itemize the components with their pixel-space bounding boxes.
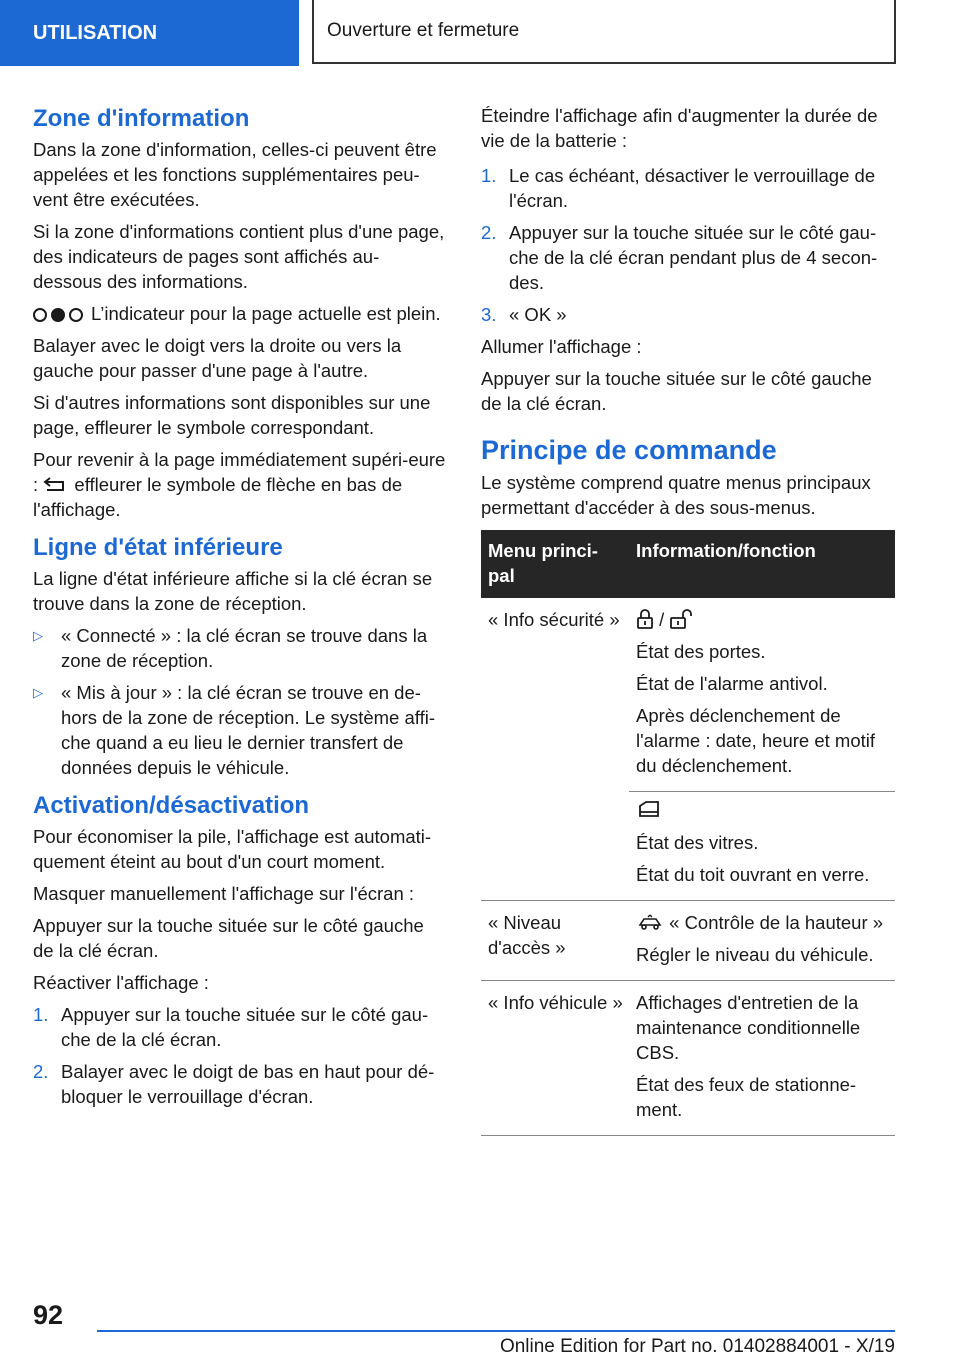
table-cell: « Info véhicule » — [481, 981, 629, 1136]
paragraph: Le système comprend quatre menus principaux permettant d'accéder à des sous-menus. — [481, 472, 871, 518]
paragraph: Si la zone d'informations contient plus d'une page, des indicateurs de pages sont affichés au-dessous des informations. — [33, 221, 445, 292]
lock-closed-icon — [636, 609, 654, 629]
page-number: 92 — [33, 1300, 64, 1330]
table-cell: « Info sécurité » — [488, 609, 620, 630]
table-row — [481, 981, 895, 1136]
paragraph: Dans la zone d'information, celles-ci peuvent être appelées et les fonctions supplémentaires peu-vent être exécutées. — [33, 139, 437, 210]
table-row — [481, 792, 895, 901]
footer-divider — [97, 1330, 895, 1332]
section-tab: UTILISATION — [0, 0, 299, 66]
table-cell: « Niveau d'accès » — [481, 901, 629, 981]
left-column — [33, 95, 448, 1116]
window-icon — [636, 800, 662, 820]
list-item: 1. Appuyer sur la touche située sur le côté gau-che de la clé écran. — [33, 1004, 429, 1050]
heading-principe: Principe de commande — [481, 435, 777, 465]
list-item: ▷ « Mis à jour » : la clé écran se trouve en de-hors de la zone de réception. Le système affi-che quand a eu lieu le dernier transfert de données depuis le véhicule. — [33, 682, 435, 778]
table-cell: / État des portes. État de l'alarme antivol. Après déclenchement de l'alarme : date, heure et motif du déclenchement. — [629, 598, 895, 792]
paragraph: Appuyer sur la touche située sur le côté gauche de la clé écran. — [481, 368, 872, 414]
paragraph: Éteindre l'affichage afin d'augmenter la durée de vie de la batterie : — [481, 105, 878, 151]
paragraph: Si d'autres informations sont disponibles sur une page, effleurer le symbole correspondant. — [33, 392, 431, 438]
heading-zone-information: Zone d'information — [33, 105, 250, 132]
paragraph: Pour économiser la pile, l'affichage est automati-quement éteint au bout d'un court moment. — [33, 826, 432, 872]
paragraph: Allumer l'affichage : — [481, 336, 642, 357]
edition-note: Online Edition for Part no. 01402884001 - X/19 — [499, 1336, 895, 1357]
table-cell: État des vitres. État du toit ouvrant en verre. — [629, 792, 895, 901]
table-row — [481, 901, 895, 981]
table-cell: Affichages d'entretien de la maintenance conditionnelle CBS. État des feux de stationne-ment. — [629, 981, 895, 1136]
table-header-cell: Menu princi-pal — [481, 530, 629, 598]
triangle-bullet-icon: ▷ — [33, 628, 43, 643]
list-item: 1. Le cas échéant, désactiver le verrouillage de l'écran. — [481, 165, 876, 211]
list-item: ▷ « Connecté » : la clé écran se trouve dans la zone de réception. — [33, 625, 428, 671]
paragraph: L’indicateur pour la page actuelle est plein. — [33, 301, 448, 326]
table-cell: « Contrôle de la hauteur » Régler le niveau du véhicule. — [629, 901, 895, 981]
numbered-list — [481, 163, 895, 327]
page-header — [0, 0, 960, 66]
list-item: 3. « OK » — [481, 304, 567, 325]
paragraph: Masquer manuellement l'affichage sur l'écran : — [33, 883, 415, 904]
list-item: 2. Balayer avec le doigt de bas en haut pour dé-bloquer le verrouillage d'écran. — [33, 1061, 435, 1107]
paragraph: Balayer avec le doigt vers la droite ou vers la gauche pour passer d'une page à l'autre. — [33, 335, 402, 381]
table-header-row — [481, 530, 895, 598]
paragraph: La ligne d'état inférieure affiche si la clé écran se trouve dans la zone de réception. — [33, 568, 433, 614]
lock-open-icon — [669, 609, 695, 629]
heading-activation: Activation/désactivation — [33, 792, 310, 819]
chapter-title: Ouverture et fermeture — [312, 0, 896, 64]
heading-ligne-etat: Ligne d'état inférieure — [33, 534, 283, 561]
paragraph: Pour revenir à la page immédiatement supéri-eure : effleurer le symbole de flèche en bas de l'affichage. — [33, 449, 446, 520]
right-column — [481, 95, 895, 1136]
back-arrow-icon — [43, 476, 69, 494]
numbered-list — [33, 1002, 448, 1109]
paragraph: Réactiver l'affichage : — [33, 972, 209, 993]
table-cell — [481, 792, 629, 901]
paragraph: Appuyer sur la touche située sur le côté gauche de la clé écran. — [33, 915, 424, 961]
triangle-bullet-icon: ▷ — [33, 685, 43, 700]
page-indicator-icon — [33, 308, 83, 322]
table-header-cell: Information/fonction — [629, 530, 895, 598]
list-item: 2. Appuyer sur la touche située sur le côté gau-che de la clé écran pendant plus de 4 secon-des. — [481, 222, 878, 293]
vehicle-height-icon — [636, 914, 664, 932]
menu-table — [481, 530, 895, 1136]
table-row — [481, 598, 895, 792]
